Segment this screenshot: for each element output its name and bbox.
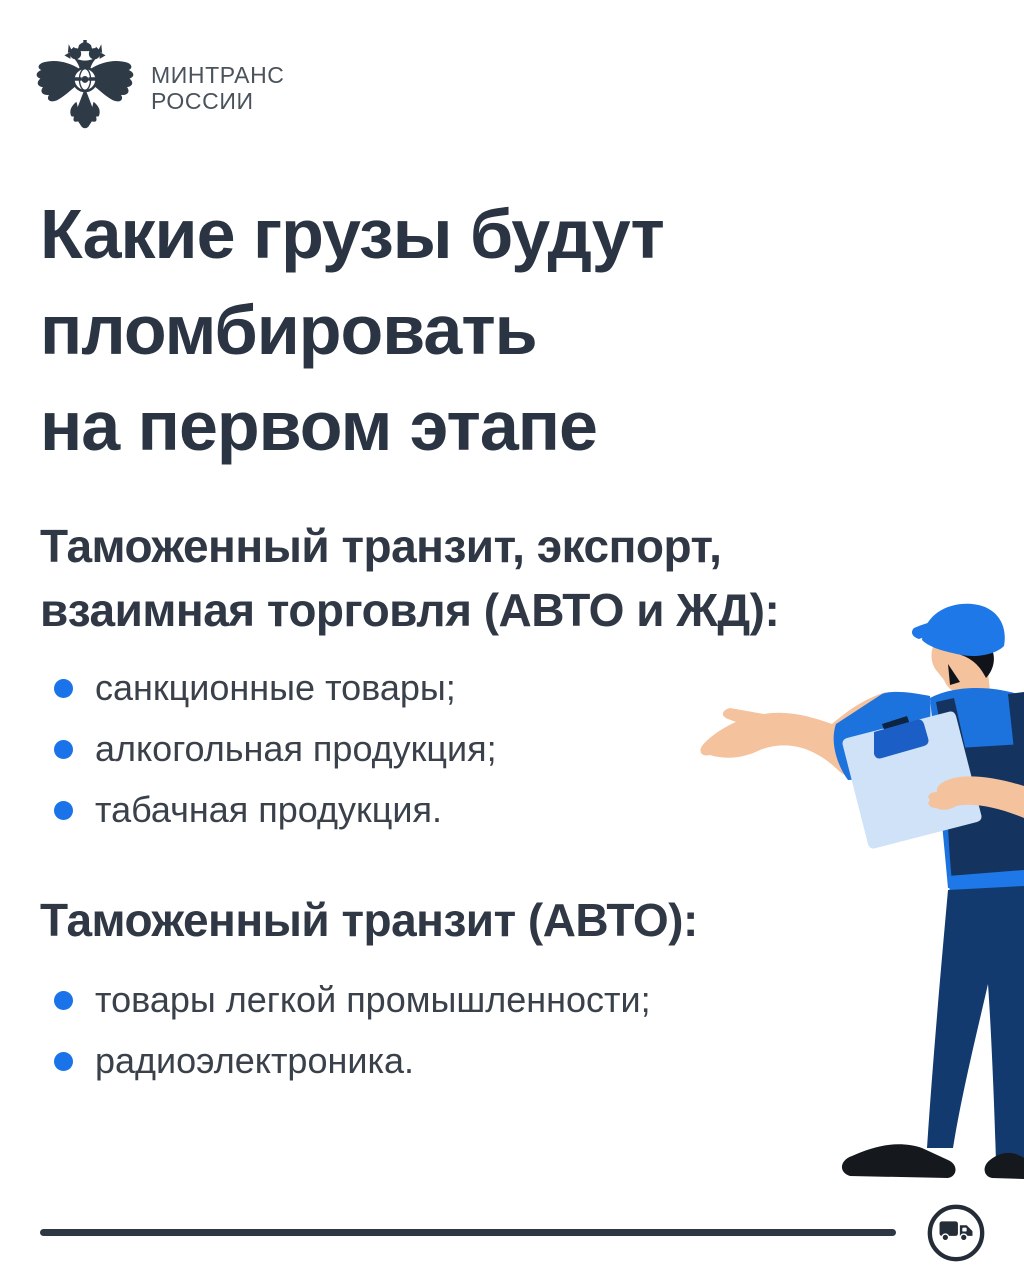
section-1-heading-line-2: взаимная торговля (АВТО и ЖД): bbox=[40, 584, 780, 636]
truck-badge bbox=[925, 1202, 987, 1264]
section-2-bullet-list bbox=[40, 976, 651, 1098]
worker-shoe-left bbox=[842, 1144, 956, 1178]
double-eagle-emblem-icon bbox=[33, 40, 137, 136]
worker-shoe-right bbox=[985, 1153, 1024, 1179]
list-item bbox=[40, 786, 497, 834]
list-item bbox=[40, 976, 651, 1024]
page-title bbox=[40, 186, 664, 474]
section-1-bullet-list bbox=[40, 664, 497, 847]
title-line-1: Какие грузы будут bbox=[40, 195, 664, 273]
footer-divider-line bbox=[40, 1229, 896, 1236]
section-1-heading-line-1: Таможенный транзит, экспорт, bbox=[40, 520, 722, 572]
title-line-3: на первом этапе bbox=[40, 387, 597, 465]
list-item bbox=[40, 664, 497, 712]
mintrans-logo bbox=[33, 40, 285, 136]
title-line-2: пломбировать bbox=[40, 291, 537, 369]
worker-cap bbox=[912, 604, 1005, 656]
bullet-text: товары легкой промышленности; bbox=[95, 979, 651, 1020]
bullet-dot bbox=[54, 991, 73, 1010]
worker-pants bbox=[927, 886, 1024, 1162]
bullet-dot bbox=[54, 740, 73, 759]
section-2-heading-line-1: Таможенный транзит (АВТО): bbox=[40, 894, 698, 946]
org-name-line2: РОССИИ bbox=[151, 88, 254, 114]
bullet-text: радиоэлектроника. bbox=[95, 1040, 415, 1081]
list-item bbox=[40, 725, 497, 773]
bullet-dot bbox=[54, 679, 73, 698]
org-name bbox=[151, 62, 285, 114]
org-name-line1: МИНТРАНС bbox=[151, 62, 285, 88]
bullet-text: табачная продукция. bbox=[95, 789, 443, 830]
worker-illustration bbox=[690, 588, 1024, 1180]
section-2-heading bbox=[40, 888, 698, 952]
bullet-text: алкогольная продукция; bbox=[95, 728, 497, 769]
section-1-heading bbox=[40, 514, 779, 642]
bullet-dot bbox=[54, 1052, 73, 1071]
bullet-text: санкционные товары; bbox=[95, 667, 456, 708]
bullet-dot bbox=[54, 801, 73, 820]
list-item bbox=[40, 1037, 651, 1085]
